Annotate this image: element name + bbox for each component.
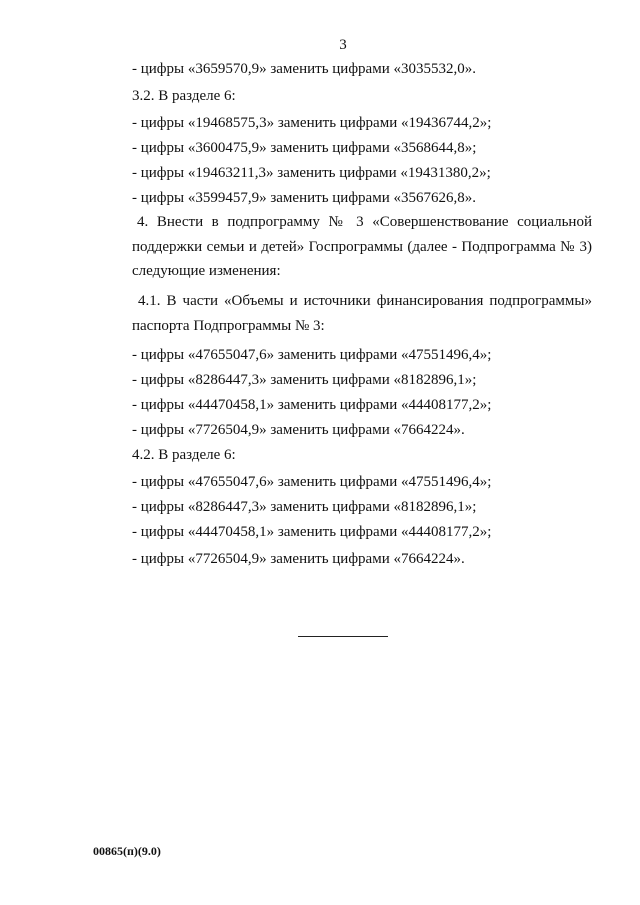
text-line: - цифры «8286447,3» заменить цифрами «8182896,1»;: [132, 499, 477, 515]
text-line: - цифры «44470458,1» заменить цифрами «44408177,2»;: [132, 524, 492, 540]
text-line: - цифры «3599457,9» заменить цифрами «3567626,8».: [132, 190, 476, 206]
document-code: 00865(п)(9.0): [93, 844, 161, 858]
section-heading: 3.2. В разделе 6:: [132, 88, 236, 104]
text-line: - цифры «19468575,3» заменить цифрами «19436744,2»;: [132, 115, 492, 131]
text-line: - цифры «8286447,3» заменить цифрами «8182896,1»;: [132, 372, 477, 388]
text-line: - цифры «3600475,9» заменить цифрами «3568644,8»;: [132, 140, 477, 156]
text-line: - цифры «7726504,9» заменить цифрами «7664224».: [132, 422, 465, 438]
text-line: - цифры «7726504,9» заменить цифрами «7664224».: [132, 551, 465, 567]
text-line: - цифры «47655047,6» заменить цифрами «47551496,4»;: [132, 347, 492, 363]
text-line: - цифры «44470458,1» заменить цифрами «44408177,2»;: [132, 397, 492, 413]
paragraph-4: 4. Внести в подпрограмму № 3 «Совершенствование социальной поддержки семьи и детей» Госпрограммы (далее - Подпрограмма № 3) следующие изменения:: [132, 214, 592, 279]
paragraph-4-1: 4.1. В части «Объемы и источники финансирования подпрограммы» паспорта Подпрограммы № 3:: [132, 293, 592, 334]
text-line: - цифры «47655047,6» заменить цифрами «47551496,4»;: [132, 474, 492, 490]
text-line: - цифры «3659570,9» заменить цифрами «3035532,0».: [132, 61, 476, 77]
separator-line: [298, 636, 388, 637]
page-number: 3: [339, 37, 347, 53]
section-heading: 4.2. В разделе 6:: [132, 447, 236, 463]
text-line: - цифры «19463211,3» заменить цифрами «19431380,2»;: [132, 165, 491, 181]
